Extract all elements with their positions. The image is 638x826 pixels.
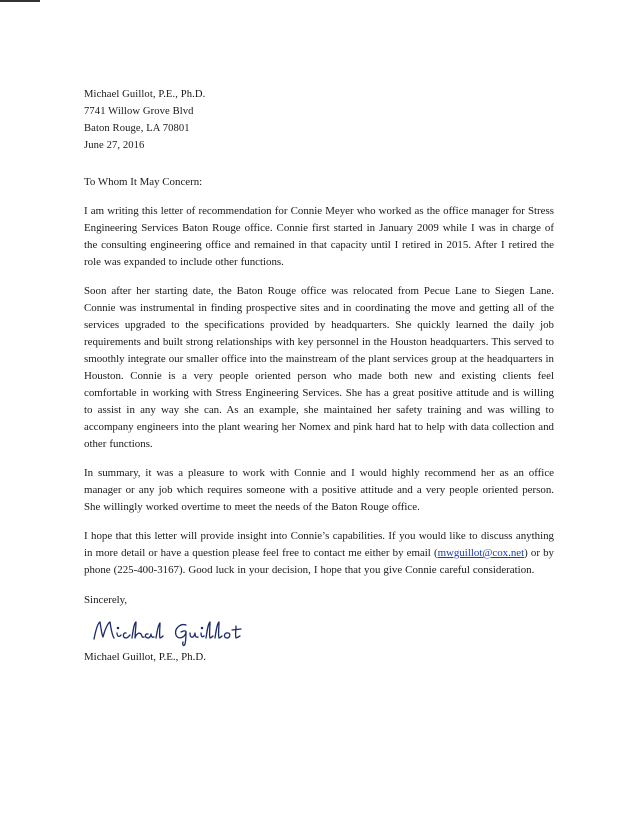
sender-address-block — [84, 86, 554, 154]
paragraph-summary: In summary, it was a pleasure to work with Connie and I would highly recommend her as an office manager or any job which requires someone with a positive attitude and a very people oriented person. She willingly worked overtime to meet the needs of the Baton Rouge office. — [84, 467, 554, 513]
letter-body — [84, 86, 554, 666]
email-link[interactable]: mwguillot@cox.net — [437, 547, 525, 559]
handwritten-signature — [90, 617, 260, 647]
contact-text-before: I hope that this letter will provide insight into Connie’s capabilities. If you would like to discuss anything in more detail or have a question please feel free to contact me either by email ( — [84, 530, 554, 559]
salutation: To Whom It May Concern: — [84, 176, 203, 188]
sender-street: 7741 Willow Grove Blvd — [84, 106, 194, 117]
scan-corner-mark — [0, 0, 40, 2]
closing: Sincerely, — [84, 594, 128, 606]
paragraph-intro: I am writing this letter of recommendation for Connie Meyer who worked as the office manager for Stress Engineering Services Baton Rouge office. Connie first started in January 2009 while I was in charge of the consulting engineering office and remained in that capacity until I retired in 2015. After I retired the role was expanded to include other functions. — [84, 205, 554, 268]
sender-city: Baton Rouge, LA 70801 — [84, 123, 190, 134]
signer-name: Michael Guillot, P.E., Ph.D. — [84, 651, 206, 663]
paragraph-contact — [84, 528, 554, 579]
contact-text-after: ) or by phone (225-400-3167). Good luck in your decision, I hope that you give Connie careful consideration. — [84, 547, 554, 576]
sender-name: Michael Guillot, P.E., Ph.D. — [84, 89, 206, 100]
letter-date: June 27, 2016 — [84, 140, 145, 151]
paragraph-accomplishments: Soon after her starting date, the Baton Rouge office was relocated from Pecue Lane to Siegen Lane. Connie was instrumental in finding prospective sites and in coordinating the move and getting all of the services upgraded to the specifications provided by headquarters. She quickly learned the daily job requirements and built strong relationships with key personnel in the Houston headquarters. This served to smoothly integrate our smaller office into the mainstream of the plant services group at the headquarters in Houston. Connie is a very people oriented person who made both new and existing clients feel comfortable in working with Stress Engineering Services. She has a great positive attitude and is willing to assist in any way she can. As an example, she maintained her safety training and was willing to accompany engineers into the plant wearing her Nomex and pink hard hat to help with data collection and other functions. — [84, 285, 554, 450]
